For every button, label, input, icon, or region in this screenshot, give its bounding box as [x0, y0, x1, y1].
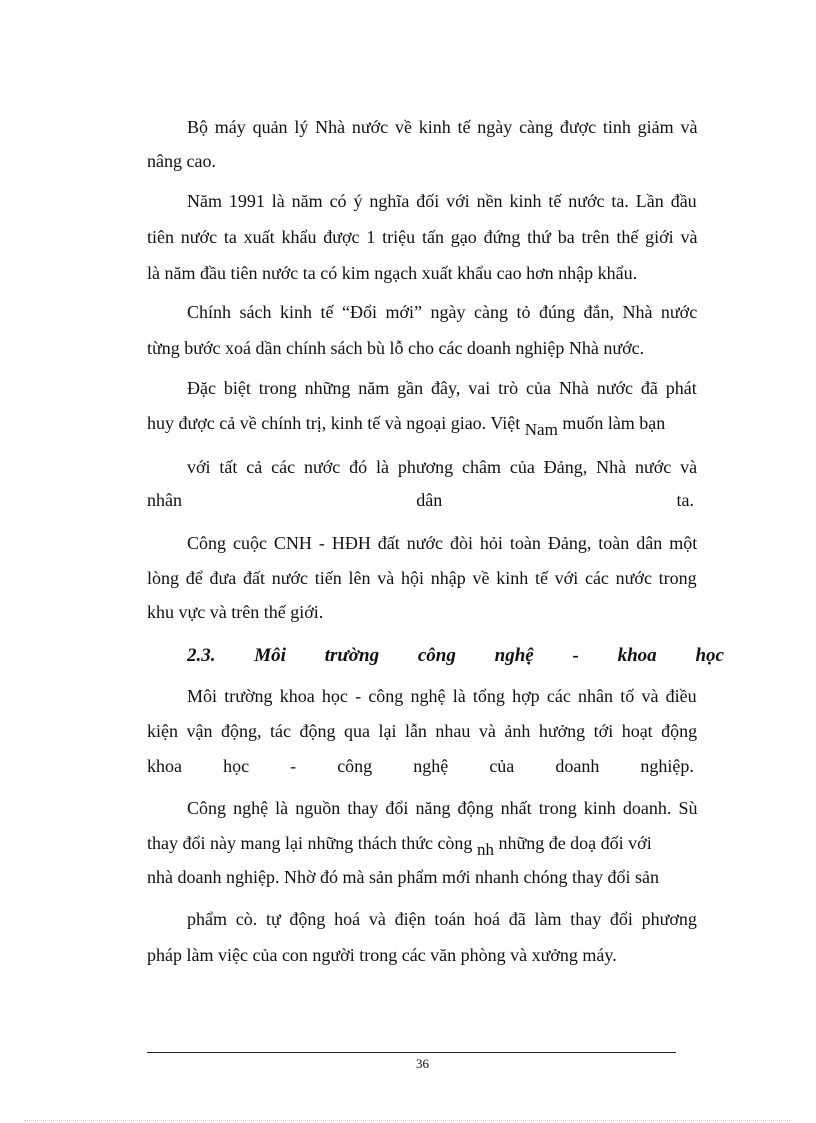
paragraph-line: [147, 412, 666, 439]
paragraph-line: kiện vận động, tác động qua lại lẫn nhau và ảnh hưởng tới hoạt động: [147, 721, 698, 741]
justified-line: [147, 489, 694, 511]
heading-word: trường: [324, 645, 380, 666]
paragraph-line: Năm 1991 là năm có ý nghĩa đối với nền kinh tế nước ta. Lần đầu: [187, 191, 697, 211]
heading-word: nghệ: [494, 645, 534, 666]
section-heading: [187, 645, 724, 667]
paragraph-line: là năm đầu tiên nước ta có kim ngạch xuất khẩu cao hơn nhập khẩu.: [147, 263, 638, 283]
page-bottom-border: [24, 1120, 792, 1121]
paragraph-line: tiên nước ta xuất khẩu được 1 triệu tấn gạo đứng thứ ba trên thế giới và: [147, 227, 698, 247]
paragraph-line: nâng cao.: [147, 151, 216, 171]
word: nhân: [147, 490, 182, 510]
paragraph-line: từng bước xoá dần chính sách bù lỗ cho các doanh nghiệp Nhà nước.: [147, 338, 645, 358]
line-text: thay đổi này mang lại những thách thức còng: [147, 833, 473, 853]
heading-word: -: [572, 645, 579, 666]
line-text: những đe doạ đối với: [498, 833, 652, 853]
paragraph-line: Môi trường khoa học - công nghệ là tổng hợp các nhân tố và điều: [187, 686, 697, 706]
paragraph-line: pháp làm việc của con người trong các văn phòng và xưởng máy.: [147, 945, 617, 965]
paragraph-line: Chính sách kinh tế “Đổi mới” ngày càng tỏ đúng đắn, Nhà nước: [187, 302, 698, 322]
heading-word: khoa: [617, 645, 657, 666]
word: -: [290, 756, 297, 776]
heading-word: công: [417, 645, 456, 666]
word: doanh: [555, 756, 600, 776]
paragraph-line: nhà doanh nghiệp. Nhờ đó mà sản phẩm mới nhanh chóng thay đổi sản: [147, 867, 659, 887]
line-text: muốn làm bạn: [562, 413, 666, 433]
word: dân: [416, 490, 443, 510]
subscript-text: Nam: [524, 420, 558, 439]
word: của: [489, 756, 515, 776]
justified-line: [147, 755, 694, 777]
line-text: huy được cả về chính trị, kinh tế và ngoại giao. Việt: [147, 413, 521, 433]
heading-word: học: [695, 645, 724, 666]
paragraph-line: lòng để đưa đất nước tiến lên và hội nhập về kinh tế với các nước trong: [147, 568, 697, 588]
word: khoa: [147, 756, 182, 776]
heading-word: Môi: [254, 645, 286, 666]
paragraph-line: phẩm cò. tự động hoá và điện toán hoá đã làm thay đổi phương: [187, 909, 697, 929]
word: công: [337, 756, 373, 776]
word: ta.: [676, 490, 694, 510]
paragraph-line: khu vực và trên thế giới.: [147, 602, 324, 622]
paragraph-line: với tất cả các nước đó là phương châm của Đảng, Nhà nước và: [187, 457, 698, 477]
paragraph-line: Công cuộc CNH - HĐH đất nước đòi hỏi toàn Đảng, toàn dân một: [187, 533, 698, 553]
word: nghệ: [413, 756, 449, 776]
page-number: 36: [416, 1056, 429, 1071]
paragraph-line: [147, 832, 652, 859]
footer-rule: [147, 1052, 676, 1053]
word: học: [223, 756, 250, 776]
paragraph-line: Bộ máy quản lý Nhà nước về kinh tế ngày càng được tinh giảm và: [187, 117, 698, 137]
paragraph-line: Công nghệ là nguồn thay đổi năng động nhất trong kinh doanh. Sù: [187, 798, 698, 818]
word: nghiệp.: [640, 756, 694, 776]
heading-word: 2.3.: [187, 645, 216, 666]
paragraph-line: Đặc biệt trong những năm gần đây, vai trò của Nhà nước đã phát: [187, 378, 697, 398]
subscript-text: nh: [476, 840, 494, 859]
